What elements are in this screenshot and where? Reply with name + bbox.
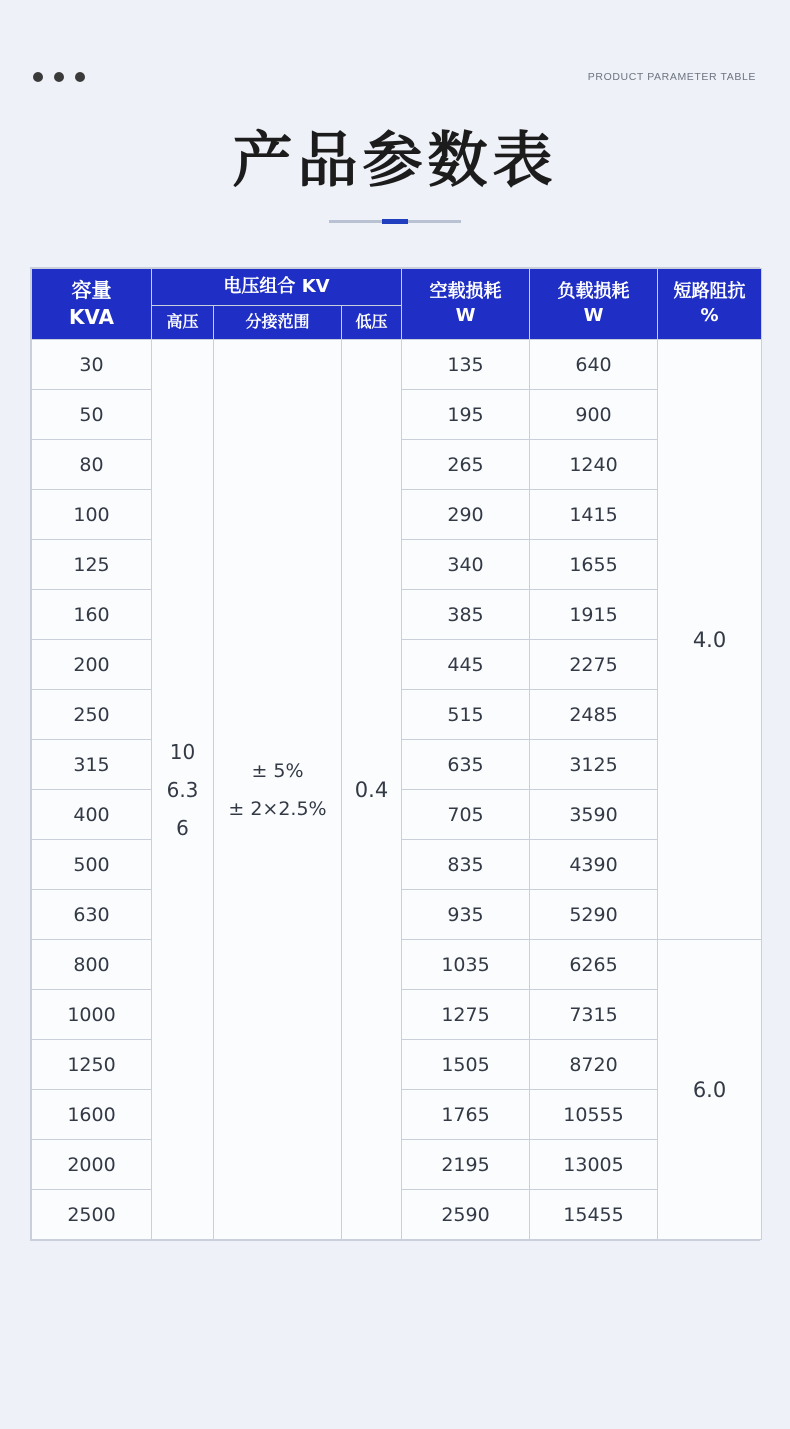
- cell-capacity: 2500: [32, 1190, 152, 1240]
- cell-load-loss: 1415: [530, 490, 658, 540]
- cell-capacity: 80: [32, 440, 152, 490]
- cell-hv-voltages: [152, 340, 214, 1240]
- decorative-dots: [33, 72, 85, 82]
- cell-no-load-loss: 290: [402, 490, 530, 540]
- cell-load-loss: 2485: [530, 690, 658, 740]
- cell-no-load-loss: 835: [402, 840, 530, 890]
- cell-load-loss: 15455: [530, 1190, 658, 1240]
- cell-no-load-loss: 935: [402, 890, 530, 940]
- cell-no-load-loss: 265: [402, 440, 530, 490]
- column-header-impedance: [658, 269, 762, 340]
- cell-load-loss: 900: [530, 390, 658, 440]
- cell-impedance-upper: 4.0: [658, 340, 762, 940]
- title-block: [0, 128, 790, 223]
- tap-value: ± 2×2.5%: [228, 797, 327, 820]
- cell-load-loss: 7315: [530, 990, 658, 1040]
- cell-tap-range: [214, 340, 342, 1240]
- cell-capacity: 250: [32, 690, 152, 740]
- cell-load-loss: 1655: [530, 540, 658, 590]
- cell-load-loss: 1240: [530, 440, 658, 490]
- cell-no-load-loss: 705: [402, 790, 530, 840]
- cell-impedance-lower: 6.0: [658, 940, 762, 1240]
- cell-no-load-loss: 1765: [402, 1090, 530, 1140]
- cell-no-load-loss: 2590: [402, 1190, 530, 1240]
- cell-load-loss: 640: [530, 340, 658, 390]
- cell-no-load-loss: 1035: [402, 940, 530, 990]
- capacity-label-line1: 容量: [71, 278, 112, 303]
- column-header-voltage-group: 电压组合 KV: [152, 269, 402, 306]
- cell-load-loss: 3125: [530, 740, 658, 790]
- tap-value: ± 5%: [251, 759, 304, 782]
- cell-capacity: 2000: [32, 1140, 152, 1190]
- table-header-row-1: [32, 269, 762, 306]
- column-header-no-load-loss: [402, 269, 530, 340]
- cell-no-load-loss: 385: [402, 590, 530, 640]
- dot-icon: [54, 72, 64, 82]
- cell-no-load-loss: 2195: [402, 1140, 530, 1190]
- cell-capacity: 50: [32, 390, 152, 440]
- column-header-lv: 低压: [342, 306, 402, 340]
- page-title: 产品参数表: [232, 126, 558, 196]
- cell-capacity: 1000: [32, 990, 152, 1040]
- cell-capacity: 1250: [32, 1040, 152, 1090]
- cell-no-load-loss: 445: [402, 640, 530, 690]
- cell-load-loss: 6265: [530, 940, 658, 990]
- column-header-capacity: [32, 269, 152, 340]
- cell-no-load-loss: 1275: [402, 990, 530, 1040]
- parameter-table-wrapper: [30, 267, 760, 1241]
- cell-no-load-loss: 340: [402, 540, 530, 590]
- cell-capacity: 200: [32, 640, 152, 690]
- cell-no-load-loss: 135: [402, 340, 530, 390]
- table-header: [32, 269, 762, 340]
- cell-no-load-loss: 195: [402, 390, 530, 440]
- no-load-label-line1: 空载损耗: [429, 280, 502, 302]
- cell-capacity: 1600: [32, 1090, 152, 1140]
- hv-value: 6.3: [166, 777, 199, 802]
- cell-load-loss: 3590: [530, 790, 658, 840]
- hv-value: 6: [176, 815, 189, 840]
- cell-no-load-loss: 1505: [402, 1040, 530, 1090]
- cell-capacity: 500: [32, 840, 152, 890]
- title-underline-rule: [329, 220, 461, 223]
- cell-capacity: 100: [32, 490, 152, 540]
- cell-capacity: 400: [32, 790, 152, 840]
- cell-load-loss: 13005: [530, 1140, 658, 1190]
- cell-load-loss: 10555: [530, 1090, 658, 1140]
- impedance-label-line1: 短路阻抗: [673, 280, 746, 302]
- column-header-hv: 高压: [152, 306, 214, 340]
- cell-capacity: 800: [32, 940, 152, 990]
- hv-value: 10: [169, 739, 196, 764]
- capacity-label-line2: KVA: [68, 305, 115, 330]
- cell-load-loss: 8720: [530, 1040, 658, 1090]
- load-label-line2: W: [583, 305, 604, 327]
- cell-lv-voltage: 0.4: [342, 340, 402, 1240]
- dot-icon: [75, 72, 85, 82]
- cell-capacity: 630: [32, 890, 152, 940]
- dot-icon: [33, 72, 43, 82]
- table-body: [32, 340, 762, 1240]
- parameter-table: [31, 268, 762, 1240]
- load-label-line1: 负载损耗: [557, 280, 630, 302]
- table-row: [32, 340, 762, 390]
- cell-load-loss: 4390: [530, 840, 658, 890]
- cell-capacity: 160: [32, 590, 152, 640]
- cell-load-loss: 1915: [530, 590, 658, 640]
- column-header-load-loss: [530, 269, 658, 340]
- no-load-label-line2: W: [455, 305, 476, 327]
- cell-capacity: 125: [32, 540, 152, 590]
- column-header-tap-range: 分接范围: [214, 306, 342, 340]
- cell-no-load-loss: 515: [402, 690, 530, 740]
- page-header: [0, 0, 790, 110]
- cell-capacity: 30: [32, 340, 152, 390]
- cell-load-loss: 5290: [530, 890, 658, 940]
- cell-capacity: 315: [32, 740, 152, 790]
- cell-load-loss: 2275: [530, 640, 658, 690]
- impedance-label-line2: %: [700, 305, 719, 327]
- cell-no-load-loss: 635: [402, 740, 530, 790]
- header-eyebrow-text: PRODUCT PARAMETER TABLE: [587, 71, 756, 83]
